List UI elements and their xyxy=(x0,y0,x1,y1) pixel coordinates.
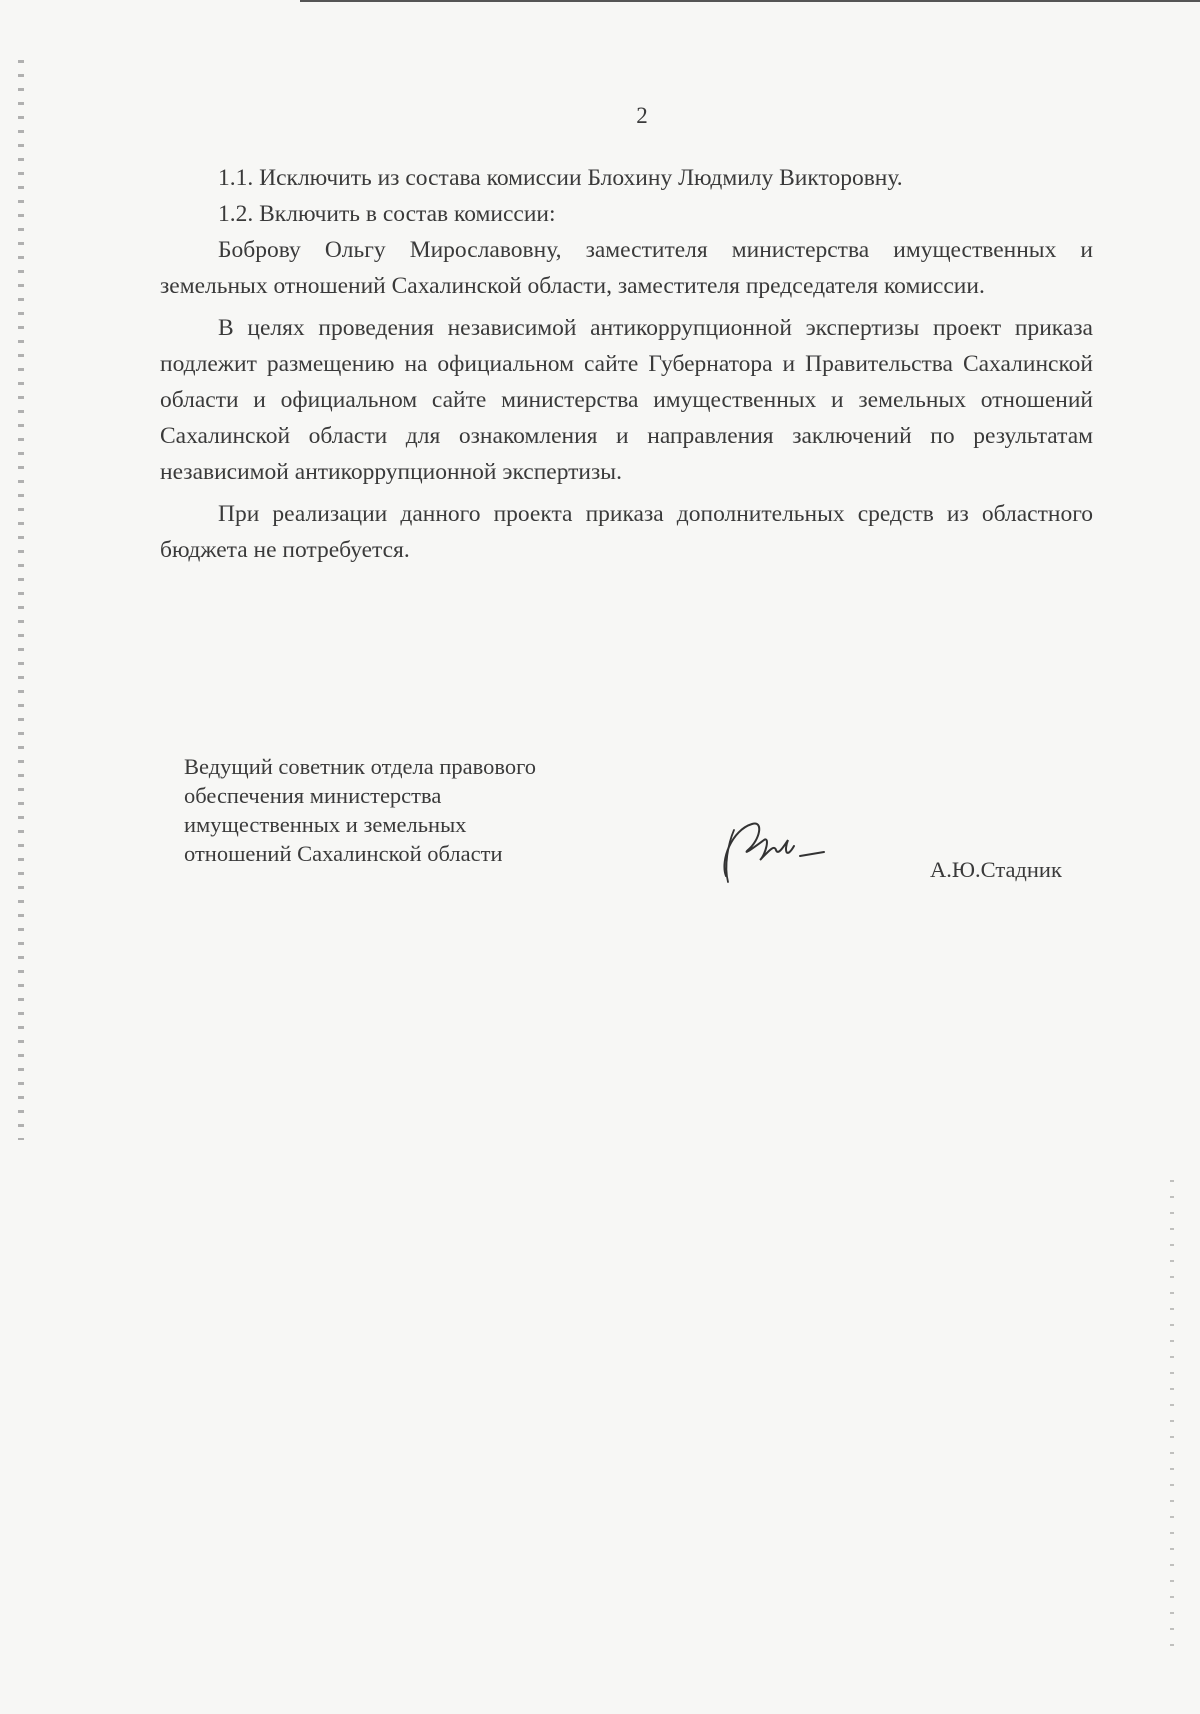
signatory-position xyxy=(184,752,624,868)
page-number: 2 xyxy=(636,103,648,128)
signatory-name: А.Ю.Стадник xyxy=(930,857,1062,882)
scan-top-edge xyxy=(300,0,1200,2)
position-line: Ведущий советник отдела правового xyxy=(184,754,537,779)
position-line: имущественных и земельных xyxy=(184,812,467,837)
scan-right-edge-marks xyxy=(1170,1180,1174,1660)
scan-left-edge-marks xyxy=(18,60,24,1140)
paragraph-budget-note: При реализации данного проекта приказа дополнительных средств из областного бюджета не потребуется. xyxy=(160,501,1093,563)
position-line: обеспечения министерства xyxy=(184,783,442,808)
document-body xyxy=(160,160,1093,568)
paragraph-anticorruption-review: В целях проведения независимой антикоррупционной экспертизы проект приказа подлежит размещению на официальном сайте Губернатора и Правительства Сахалинской области и официальном сайте министерства имущественных и земельных отношений Сахалинской области для ознакомления и направления заключений по результатам независимой антикоррупционной экспертизы. xyxy=(160,315,1093,485)
position-line: отношений Сахалинской области xyxy=(184,841,503,866)
paragraph-new-member: Боброву Ольгу Мирославовну, заместителя министерства имущественных и земельных отношений Сахалинской области, заместителя председателя комиссии. xyxy=(160,237,1093,299)
paragraph-include-heading: 1.2. Включить в состав комиссии: xyxy=(218,201,556,227)
paragraph-exclude-member: 1.1. Исключить из состава комиссии Блохину Людмилу Викторовну. xyxy=(218,165,903,191)
handwritten-signature xyxy=(712,810,832,890)
